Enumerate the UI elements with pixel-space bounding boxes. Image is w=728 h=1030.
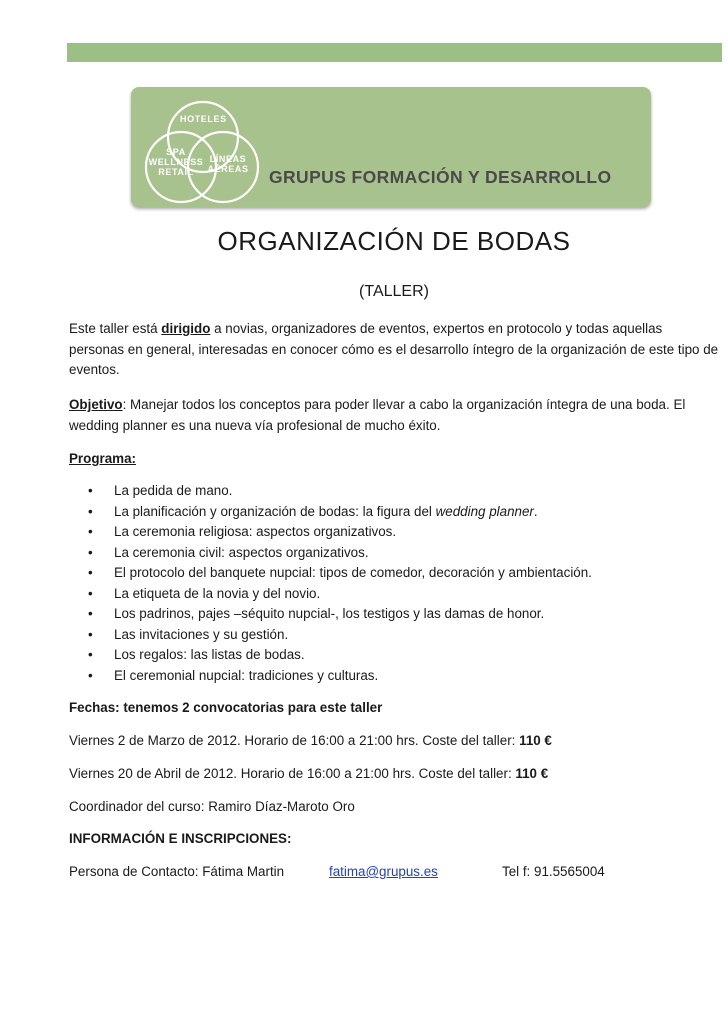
session-1: Viernes 2 de Marzo de 2012. Horario de 16:00 a 21:00 hrs. Coste del taller: 110 € xyxy=(69,733,552,748)
contact-email-link[interactable]: fatima@grupus.es xyxy=(329,864,438,879)
ring-label-spa: SPA WELLNESS RETAIL xyxy=(148,147,204,177)
program-list xyxy=(69,481,709,686)
contact-phone: Tel f: 91.5565004 xyxy=(502,864,605,879)
list-item: • La ceremonia civil: aspectos organizativos. xyxy=(69,543,709,564)
list-item: • La ceremonia religiosa: aspectos organizativos. xyxy=(69,522,709,543)
banner-title: GRUPUS FORMACIÓN Y DESARROLLO xyxy=(269,167,612,187)
document-title: ORGANIZACIÓN DE BODAS xyxy=(217,226,571,256)
list-item: • Las invitaciones y su gestión. xyxy=(69,625,709,646)
list-item: • El ceremonial nupcial: tradiciones y culturas. xyxy=(69,666,709,687)
list-item: • La etiqueta de la novia y del novio. xyxy=(69,584,709,605)
list-item: • Los regalos: las listas de bodas. xyxy=(69,645,709,666)
list-item: • La pedida de mano. xyxy=(69,481,709,502)
contact-person: Persona de Contacto: Fátima Martin xyxy=(69,864,285,879)
list-item: • El protocolo del banquete nupcial: tipos de comedor, decoración y ambientación. xyxy=(69,563,709,584)
objective-paragraph: Objetivo: Manejar todos los conceptos para poder llevar a cabo la organización íntegra de una boda. El wedding planner es una nueva vía profesional de mucho éxito. xyxy=(69,397,686,433)
info-heading: INFORMACIÓN E INSCRIPCIONES: xyxy=(69,831,292,846)
program-heading: Programa: xyxy=(69,451,136,466)
ring-label-hoteles: HOTELES xyxy=(180,114,227,124)
list-item: • Los padrinos, pajes –séquito nupcial-, los testigos y las damas de honor. xyxy=(69,604,709,625)
logo-banner xyxy=(131,87,651,207)
ring-label-lineas: LÍNEAS AÉREAS xyxy=(207,154,249,174)
intro-paragraph: Este taller está dirigido a novias, organizadores de eventos, expertos en protocolo y todas aquellas personas en general, interesadas en conocer cómo es el desarrollo íntegro de la organización de este tipo de eventos. xyxy=(69,321,719,377)
document-subtitle: (TALLER) xyxy=(359,283,429,300)
coordinator-line: Coordinador del curso: Ramiro Díaz-Maroto Oro xyxy=(69,799,355,814)
header-bar xyxy=(67,43,722,62)
list-item: • La planificación y organización de bodas: la figura del wedding planner. xyxy=(69,502,709,523)
session-2: Viernes 20 de Abril de 2012. Horario de 16:00 a 21:00 hrs. Coste del taller: 110 € xyxy=(69,766,549,781)
venn-logo-icon xyxy=(131,87,651,207)
dates-heading: Fechas: tenemos 2 convocatorias para este taller xyxy=(69,700,383,715)
